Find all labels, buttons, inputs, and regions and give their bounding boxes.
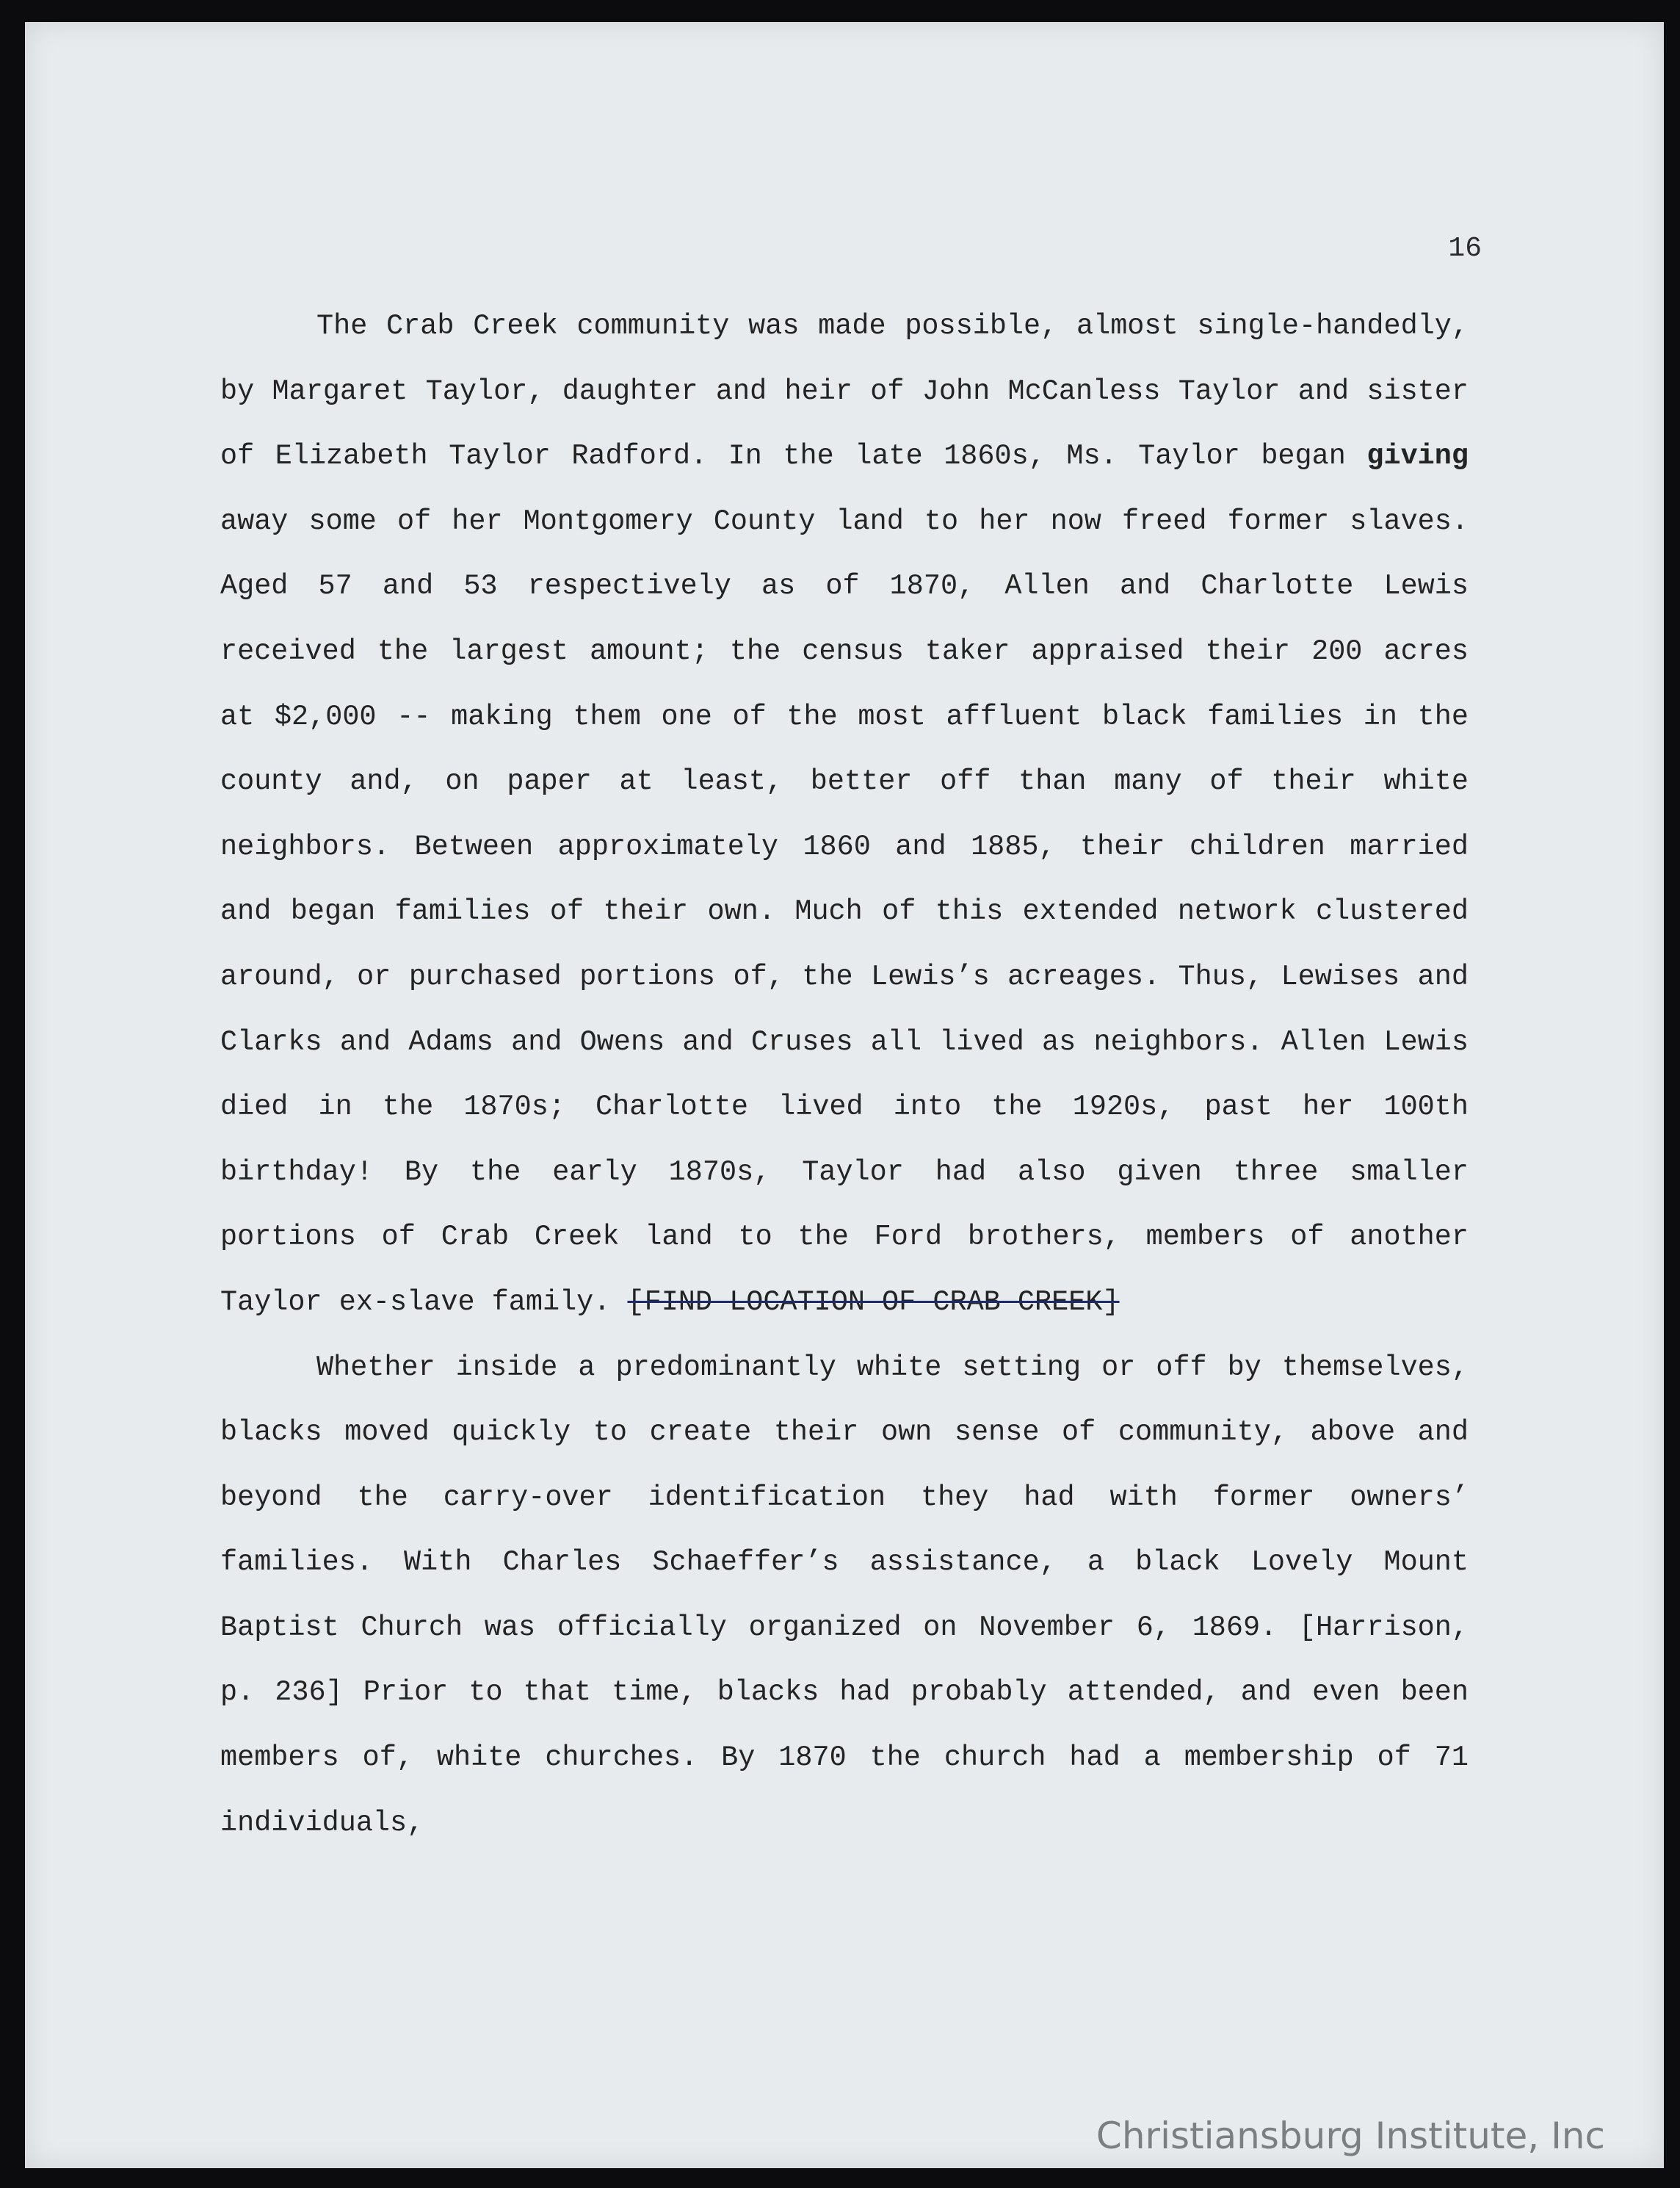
page-number: 16 <box>1448 233 1482 264</box>
document-page <box>25 22 1664 2168</box>
paragraph-1-text-start: The Crab Creek community was made possible, almost single-handedly, by Margaret Taylor, daughter and heir of John McCanless Taylor and sister of Elizabeth Taylor Radford. In the late 1860s, Ms. Taylor began <box>220 310 1469 473</box>
watermark: Christiansburg Institute, Inc <box>1096 2115 1605 2157</box>
struck-out-note: [FIND LOCATION OF CRAB CREEK] <box>627 1285 1120 1318</box>
paragraph-1-text-end: away some of her Montgomery County land to her now freed former slaves. Aged 57 and 53 respectively as of 1870, Allen and Charlotte Lewis received the largest amount; the census taker appraised their 200 acres at $2,000 -- making them one of the most affluent black families in the county and, on paper at least, better off than many of their white neighbors. Between approximately 1860 and 1885, their children married and began families of their own. Much of this extended network clustered around, or purchased portions of, the Lewis’s acreages. Thus, Lewises and Clarks and Adams and Owens and Cruses all lived as neighbors. Allen Lewis died in the 1870s; Charlotte lived into the 1920s, past her 100th birthday! By the early 1870s, Taylor had also given three smaller portions of Crab Creek land to the Ford brothers, members of another Taylor ex-slave family. <box>220 505 1469 1318</box>
paragraph-1 <box>220 294 1469 1335</box>
paragraph-2: Whether inside a predominantly white setting or off by themselves, blacks moved quickly to create their own sense of community, above and beyond the carry-over identification they had with former owners’ families. With Charles Schaeffer’s assistance, a black Lovely Mount Baptist Church was officially organized on November 6, 1869. [Harrison, p. 236] Prior to that time, blacks had probably attended, and even been members of, white churches. By 1870 the church had a membership of 71 individuals, <box>220 1351 1469 1839</box>
emphasized-word: giving <box>1366 440 1469 473</box>
body-text <box>220 294 1469 1855</box>
